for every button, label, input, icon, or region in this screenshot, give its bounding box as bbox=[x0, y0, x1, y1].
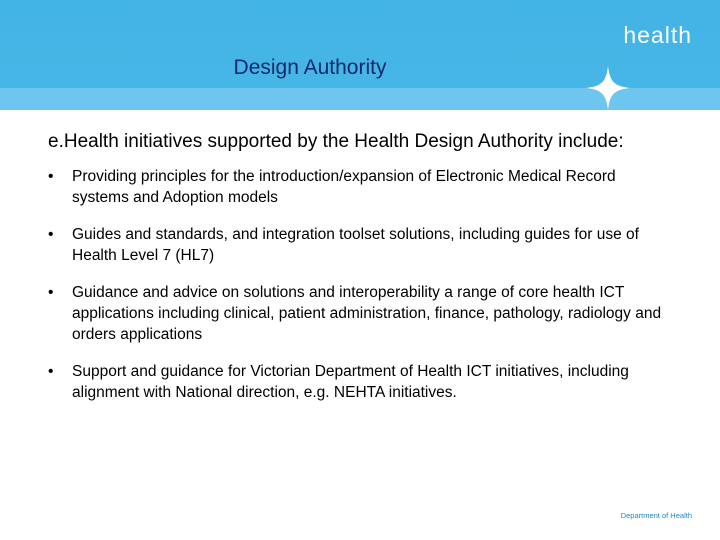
bullet-dot: • bbox=[48, 226, 54, 243]
bullet-dot: • bbox=[48, 284, 54, 301]
list-item bbox=[48, 166, 668, 208]
brand-logo-text: health bbox=[623, 22, 692, 48]
bullet-dot: • bbox=[48, 168, 54, 185]
bullet-text: Support and guidance for Victorian Department of Health ICT initiatives, including alignment with National direction, e.g. NEHTA initiatives. bbox=[72, 363, 629, 401]
bullet-text: Guidance and advice on solutions and interoperability a range of core health ICT applications including clinical, patient administration, finance, pathology, radiology and orders applications bbox=[72, 284, 662, 343]
list-item bbox=[48, 224, 668, 266]
list-item bbox=[48, 361, 668, 403]
intro-text: e.Health initiatives supported by the Health Design Authority include: bbox=[48, 131, 624, 152]
footer-org-name: Department of Health bbox=[620, 511, 692, 520]
page-title: Design Authority bbox=[233, 56, 387, 79]
bullet-text: Providing principles for the introduction/expansion of Electronic Medical Record systems and Adoption models bbox=[72, 168, 616, 206]
four-point-star-icon bbox=[586, 66, 630, 110]
bullet-list bbox=[48, 166, 668, 403]
slide-content bbox=[48, 130, 668, 419]
bullet-text: Guides and standards, and integration toolset solutions, including guides for use of Health Level 7 (HL7) bbox=[72, 226, 639, 264]
bullet-dot: • bbox=[48, 363, 54, 380]
list-item bbox=[48, 282, 668, 345]
